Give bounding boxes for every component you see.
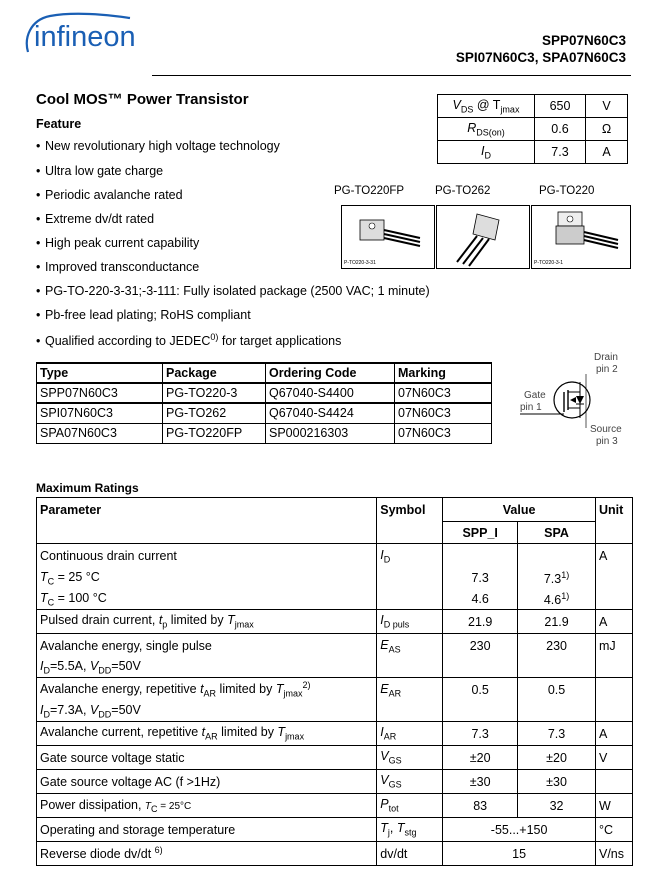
- key-param-value: 7.3: [535, 141, 586, 164]
- package-image-to262: [436, 205, 530, 269]
- table-cell: SPP07N60C3: [37, 383, 163, 403]
- col-header: Type: [37, 363, 163, 383]
- feature-item: • Periodic avalanche rated: [36, 188, 183, 202]
- table-row: $T_C = 100$ °C 4.6 4.6$^{1)}$: [37, 589, 633, 610]
- svg-text:P-TO220-3-31: P-TO220-3-31: [344, 260, 376, 266]
- col-header: Parameter: [37, 498, 377, 522]
- table-row: [37, 423, 492, 443]
- package-label: PG-TO262: [435, 185, 491, 197]
- table-row: Reverse diode dv/dt $^{6)}$ dv/dt 15 V/ns: [37, 842, 633, 866]
- table-row: Avalanche energy, single pulse $E_{AS}$ 230 230 mJ: [37, 634, 633, 658]
- key-param-row: [438, 118, 628, 141]
- table-row: Avalanche energy, repetitive $t_{AR}$ limited by $T_{jmax}^{2)}$ $E_{AR}$ 0.5 0.5: [37, 678, 633, 702]
- feature-item: • PG-TO-220-3-31;-3-111: Fully isolated package (2500 VAC; 1 minute): [36, 284, 430, 298]
- infineon-logo: [22, 12, 162, 56]
- max-ratings-table: [36, 497, 633, 866]
- col-header: Value: [443, 498, 596, 522]
- package-label: PG-TO220FP: [334, 185, 405, 197]
- key-param-unit: A: [586, 141, 628, 164]
- table-cell: 07N60C3: [395, 383, 492, 403]
- key-param-symbol: $R_{DS(on)}$: [438, 118, 535, 141]
- max-ratings-subheader-row: [37, 522, 633, 544]
- ordering-table: [36, 362, 492, 444]
- table-cell: 07N60C3: [395, 423, 492, 443]
- table-row: [37, 383, 492, 403]
- table-cell: SPI07N60C3: [37, 403, 163, 423]
- product-title: Cool MOS™ Power Transistor: [36, 91, 249, 108]
- col-header: Symbol: [377, 498, 443, 522]
- key-param-value: 0.6: [535, 118, 586, 141]
- table-row: Operating and storage temperature $T_j$, $T_{stg}$ -55...+150 °C: [37, 818, 633, 842]
- table-row: Continuous drain current $I_D$ A: [37, 544, 633, 568]
- key-parameters-table: [437, 94, 628, 164]
- package-label: PG-TO220: [539, 185, 595, 197]
- table-row: $I_D=7.3A$, $V_{DD}=50V$: [37, 702, 633, 722]
- feature-item: • Pb-free lead plating; RoHS compliant: [36, 308, 251, 322]
- table-row: Gate source voltage static $V_{GS}$ ±20 ±20 V: [37, 746, 633, 770]
- table-row: Gate source voltage AC (f >1Hz) $V_{GS}$ ±30 ±30: [37, 770, 633, 794]
- table-cell: SP000216303: [266, 423, 395, 443]
- table-cell: PG-TO220FP: [163, 423, 266, 443]
- key-param-symbol: $V_{DS}$ @ $T_{jmax}$: [438, 95, 535, 118]
- svg-text:infineon: infineon: [34, 21, 136, 53]
- header-rule: [152, 75, 631, 76]
- feature-item: • Ultra low gate charge: [36, 164, 164, 178]
- table-row: Power dissipation, $T_C = 25^\circ C$ $P_{tot}$ 83 32 W: [37, 794, 633, 818]
- feature-item: • Qualified according to JEDEC$^{0)}$ for target applications: [36, 332, 342, 349]
- col-header: Package: [163, 363, 266, 383]
- max-ratings-header-row: [37, 498, 633, 522]
- package-image-to220fp: [341, 205, 435, 269]
- part-number-primary: SPP07N60C3: [541, 33, 626, 48]
- feature-item: • High peak current capability: [36, 236, 200, 250]
- col-header: Marking: [395, 363, 492, 383]
- key-param-value: 650: [535, 95, 586, 118]
- table-row: Avalanche current, repetitive $t_{AR}$ limited by $T_{jmax}$ $I_{AR}$ 7.3 7.3 A: [37, 722, 633, 746]
- table-row: $I_D=5.5A$, $V_{DD}=50V$: [37, 658, 633, 678]
- key-param-unit: Ω: [586, 118, 628, 141]
- col-header: SPP_I: [443, 522, 518, 544]
- table-cell: Q67040-S4400: [266, 383, 395, 403]
- col-header: Ordering Code: [266, 363, 395, 383]
- table-row: [37, 403, 492, 423]
- col-header: Unit: [595, 498, 632, 522]
- mosfet-schematic: [506, 348, 632, 448]
- table-cell: SPA07N60C3: [37, 423, 163, 443]
- col-header: SPA: [518, 522, 596, 544]
- svg-text:pin 3: pin 3: [596, 436, 618, 447]
- table-row: Pulsed drain current, $t_p$ limited by $T_{jmax}$ $I_{D puls}$ 21.9 21.9 A: [37, 610, 633, 634]
- key-param-row: [438, 141, 628, 164]
- table-cell: PG-TO220-3: [163, 383, 266, 403]
- table-row: $T_C = 25$ °C 7.3 7.3$^{1)}$: [37, 568, 633, 589]
- feature-item: • Improved transconductance: [36, 260, 200, 274]
- ordering-header-row: [37, 363, 492, 383]
- svg-text:Drain: Drain: [594, 352, 618, 363]
- package-image-to220: [531, 205, 631, 269]
- key-param-symbol: $I_D$: [438, 141, 535, 164]
- svg-text:Source: Source: [590, 424, 622, 435]
- table-cell: Q67040-S4424: [266, 403, 395, 423]
- table-cell: 07N60C3: [395, 403, 492, 423]
- table-cell: PG-TO262: [163, 403, 266, 423]
- key-param-unit: V: [586, 95, 628, 118]
- feature-item: • New revolutionary high voltage technology: [36, 139, 280, 153]
- feature-heading: Feature: [36, 117, 82, 131]
- svg-text:pin 1: pin 1: [520, 402, 542, 413]
- max-ratings-heading: Maximum Ratings: [36, 481, 139, 495]
- svg-text:P-TO220-3-1: P-TO220-3-1: [534, 260, 564, 266]
- svg-text:pin 2: pin 2: [596, 364, 618, 375]
- svg-text:Gate: Gate: [524, 390, 546, 401]
- key-param-row: [438, 95, 628, 118]
- part-number-variants: SPI07N60C3, SPA07N60C3: [455, 50, 626, 65]
- feature-item: • Extreme dv/dt rated: [36, 212, 155, 226]
